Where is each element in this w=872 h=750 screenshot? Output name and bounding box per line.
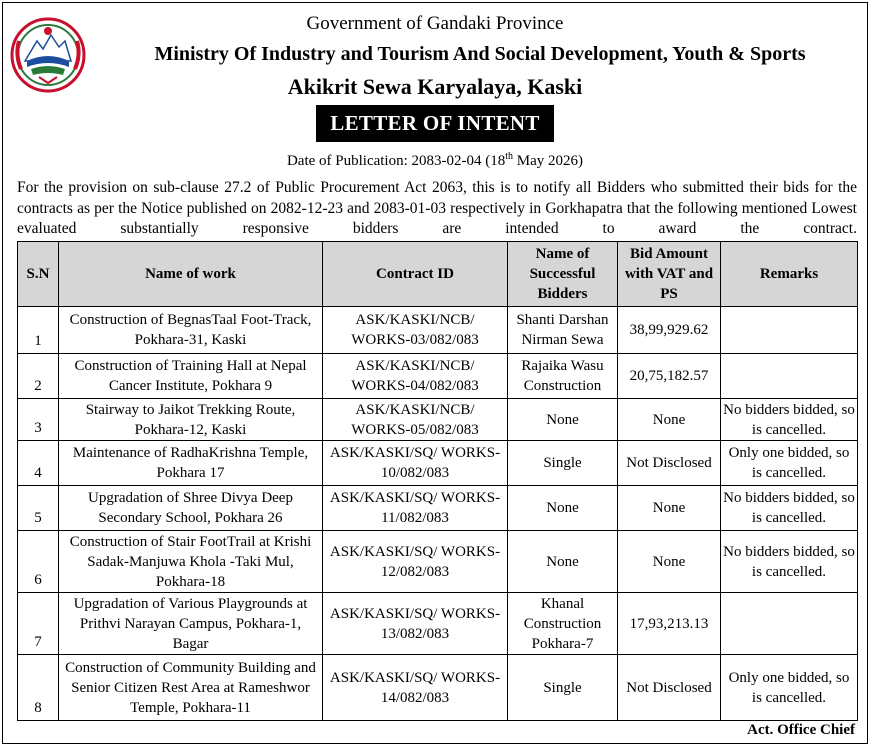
table-row	[18, 441, 858, 486]
header-work: Name of work	[59, 242, 323, 307]
ministry-title: Ministry Of Industry and Tourism And Social Development, Youth & Sports	[154, 43, 806, 65]
cell-amount: Not Disclosed	[618, 655, 721, 721]
cell-amount: 38,99,929.62	[618, 307, 721, 354]
signature-office-chief: Act. Office Chief	[747, 722, 855, 738]
office-title: Akikrit Sewa Karyalaya, Kaski	[287, 74, 583, 99]
cell-contract-id: ASK/KASKI/SQ/ WORKS-13/082/083	[323, 593, 508, 655]
cell-contract-id: ASK/KASKI/SQ/ WORKS-11/082/083	[323, 486, 508, 531]
cell-contract-id: ASK/KASKI/NCB/ WORKS-03/082/083	[323, 307, 508, 354]
cell-sn: 6	[18, 531, 59, 593]
table-row	[18, 354, 858, 399]
cell-contract-id: ASK/KASKI/NCB/ WORKS-04/082/083	[323, 354, 508, 399]
cell-sn: 1	[18, 307, 59, 354]
table-row	[18, 486, 858, 531]
table-row	[18, 655, 858, 721]
table-header-row	[18, 242, 858, 307]
cell-work: Maintenance of RadhaKrishna Temple, Pokhara 17	[59, 441, 323, 486]
header-contract-id: Contract ID	[323, 242, 508, 307]
cell-work: Upgradation of Various Playgrounds at Prithvi Narayan Campus, Pokhara-1, Bagar	[59, 593, 323, 655]
publication-date-text: Date of Publication: 2083-02-04 (18	[286, 153, 506, 169]
cell-remarks: Only one bidded, so is cancelled.	[721, 441, 858, 486]
cell-bidder: Rajaika Wasu Construction	[508, 354, 618, 399]
cell-sn: 2	[18, 354, 59, 399]
cell-amount: Not Disclosed	[618, 441, 721, 486]
cell-sn: 5	[18, 486, 59, 531]
contracts-table	[17, 241, 858, 721]
cell-contract-id: ASK/KASKI/SQ/ WORKS-12/082/083	[323, 531, 508, 593]
cell-work: Construction of BegnasTaal Foot-Track, Pokhara-31, Kaski	[59, 307, 323, 354]
cell-bidder: None	[508, 399, 618, 441]
table-row	[18, 307, 858, 354]
cell-bidder: Single	[508, 441, 618, 486]
cell-work: Stairway to Jaikot Trekking Route, Pokhara-12, Kaski	[59, 399, 323, 441]
cell-sn: 4	[18, 441, 59, 486]
document-title: LETTER OF INTENT	[316, 105, 553, 142]
cell-remarks	[721, 354, 858, 399]
letter-of-intent-notice	[2, 2, 868, 744]
cell-work: Construction of Training Hall at Nepal Cancer Institute, Pokhara 9	[59, 354, 323, 399]
header-remarks: Remarks	[721, 242, 858, 307]
intro-paragraph: For the provision on sub-clause 27.2 of Public Procurement Act 2063, this is to notify all Bidders who submitted their bids for the contracts as per the Notice published on 2082-12-23 and 2083-01-03 respectively in Gorkhapatra that the following mentioned Lowest evaluated substantially responsive bidders are intended to award the contract.	[17, 179, 857, 237]
cell-amount: 17,93,213.13	[618, 593, 721, 655]
header-bidder: Name of Successful Bidders	[508, 242, 618, 307]
cell-remarks	[721, 593, 858, 655]
cell-amount: None	[618, 486, 721, 531]
cell-amount: None	[618, 531, 721, 593]
loi-banner	[3, 105, 867, 142]
header-amount: Bid Amount with VAT and PS	[618, 242, 721, 307]
table-row	[18, 593, 858, 655]
government-title: Government of Gandaki Province	[306, 13, 564, 34]
cell-remarks: No bidders bidded, so is cancelled.	[721, 531, 858, 593]
cell-remarks	[721, 307, 858, 354]
cell-bidder: Single	[508, 655, 618, 721]
cell-remarks: No bidders bidded, so is cancelled.	[721, 399, 858, 441]
cell-bidder: None	[508, 531, 618, 593]
cell-bidder: None	[508, 486, 618, 531]
cell-remarks: No bidders bidded, so is cancelled.	[721, 486, 858, 531]
cell-bidder: Shanti Darshan Nirman Sewa	[508, 307, 618, 354]
cell-bidder: Khanal Construction Pokhara-7	[508, 593, 618, 655]
cell-sn: 7	[18, 593, 59, 655]
table-row	[18, 531, 858, 593]
cell-amount: None	[618, 399, 721, 441]
cell-work: Construction of Community Building and Senior Citizen Rest Area at Rameshwor Temple, Pokhara-11	[59, 655, 323, 721]
header-sn: S.N	[18, 242, 59, 307]
publication-date-sup: th	[505, 151, 514, 162]
cell-contract-id: ASK/KASKI/SQ/ WORKS-10/082/083	[323, 441, 508, 486]
cell-amount: 20,75,182.57	[618, 354, 721, 399]
cell-work: Construction of Stair FootTrail at Krishi Sadak-Manjuwa Khola -Taki Mul, Pokhara-18	[59, 531, 323, 593]
publication-date-end: May 2026)	[513, 153, 584, 169]
table-row	[18, 399, 858, 441]
cell-contract-id: ASK/KASKI/SQ/ WORKS-14/082/083	[323, 655, 508, 721]
cell-contract-id: ASK/KASKI/NCB/ WORKS-05/082/083	[323, 399, 508, 441]
cell-sn: 3	[18, 399, 59, 441]
publication-date	[3, 151, 867, 170]
cell-work: Upgradation of Shree Divya Deep Secondary School, Pokhara 26	[59, 486, 323, 531]
cell-sn: 8	[18, 655, 59, 721]
cell-remarks: Only one bidded, so is cancelled.	[721, 655, 858, 721]
